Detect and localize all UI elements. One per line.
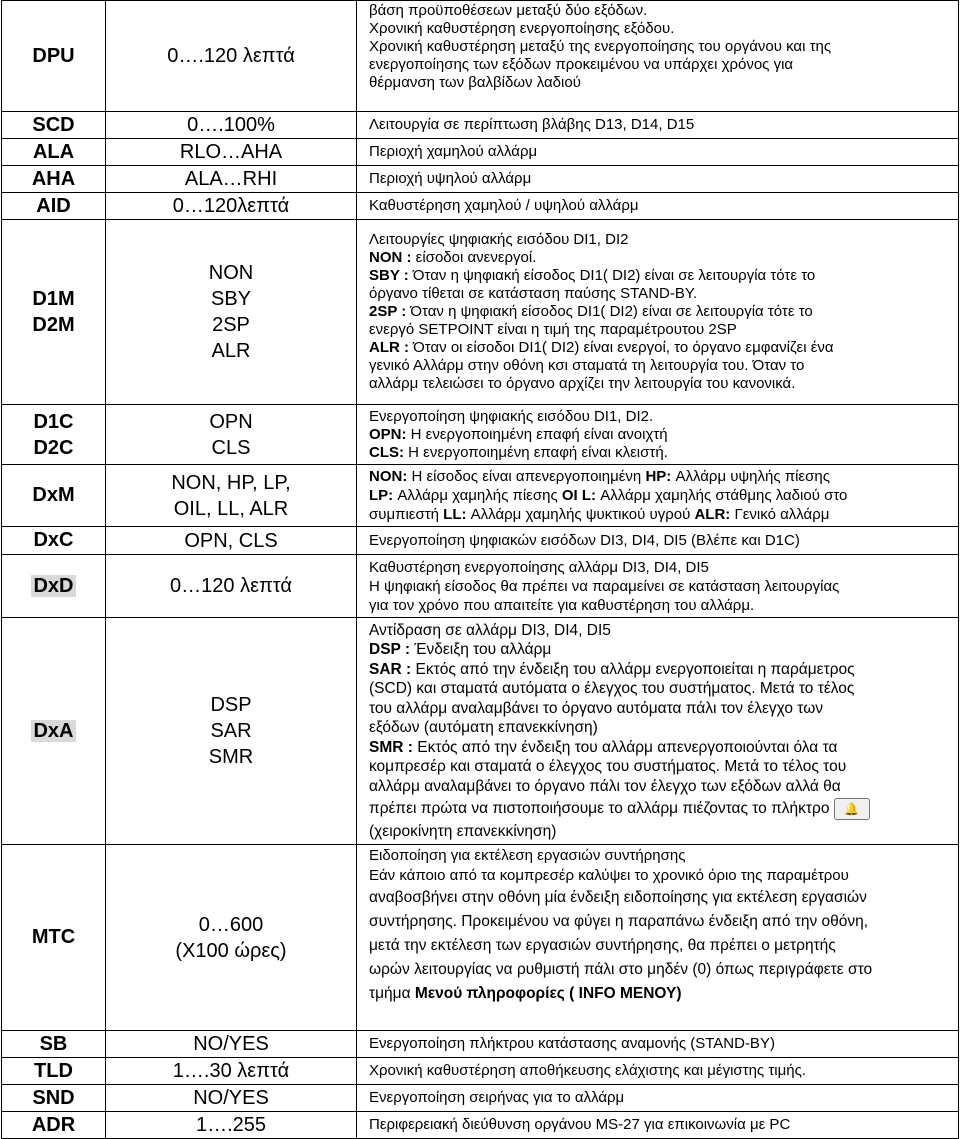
row-dxa	[2, 618, 959, 845]
desc-cell	[357, 112, 959, 139]
code-cell	[2, 1085, 106, 1112]
bell-icon: 🔔	[834, 798, 870, 820]
row-dxd	[2, 555, 959, 618]
code: SB	[39, 1032, 68, 1055]
desc-line: Χρονική καθυστέρηση αποθήκευσης ελάχιστης και μέγιστης τιμής.	[369, 1062, 806, 1079]
desc-line: αλλάρμ τελειώσει το όργανο αρχίζει την λειτουργία του κανονικά.	[369, 375, 796, 392]
desc-line: Καθυστέρηση χαμηλού / υψηλού αλλάρμ	[369, 197, 639, 214]
desc-line: Λειτουργία σε περίπτωση βλάβης D13, D14, D15	[369, 116, 695, 133]
code: DxC	[33, 529, 74, 551]
desc-cell	[357, 618, 959, 845]
desc-line: Ενεργοποίηση ψηφιακής εισόδου DI1, DI2.	[369, 407, 654, 425]
row-dxc	[2, 527, 959, 555]
desc-line: τμήμα Μενού πληροφορίες ( INFO ΜΕΝΟΥ)	[369, 985, 682, 1002]
desc-line: αναβοσβήνει στην οθόνη μία ένδειξη ειδοποίησης για εκτέλεση εργασιών	[369, 889, 867, 906]
row-adr	[2, 1112, 959, 1139]
range: OPN CLS	[209, 410, 253, 459]
desc-cell	[357, 1, 959, 112]
code: DxA	[33, 719, 74, 742]
desc-line: CLS: Η ενεργοποιημένη επαφή είναι κλειστή.	[369, 443, 668, 461]
desc-line: Καθυστέρηση ενεργοποίησης αλλάρμ DI3, DI4, DI5	[369, 558, 709, 576]
code: AHA	[31, 167, 76, 190]
range: 1….30 λεπτά	[172, 1060, 290, 1082]
code-cell	[2, 527, 106, 555]
range: OPN, CLS	[184, 529, 278, 552]
desc-cell	[357, 845, 959, 1031]
desc-line: ενεργοποίησης των εξόδων προκειμένου να υπάρχει χρόνος για	[369, 56, 794, 73]
desc-line: Ενεργοποίηση πλήκτρου κατάστασης αναμονής (STAND-BY)	[369, 1035, 775, 1052]
range-cell	[106, 527, 357, 555]
range-cell	[106, 166, 357, 193]
desc-line: ωρών λειτουργίας να ρυθμιστή πάλι στο μηδέν (0) όπως περιγράφετε στο	[369, 961, 873, 978]
range: NO/YES	[193, 1033, 269, 1055]
desc-line: Η ψηφιακή είσοδος θα πρέπει να παραμείνει σε κατάσταση λειτουργίας	[369, 577, 840, 595]
code-cell	[2, 845, 106, 1031]
row-aha	[2, 166, 959, 193]
code: TLD	[34, 1059, 73, 1082]
code-cell	[2, 1031, 106, 1058]
code: DxD	[33, 574, 74, 597]
range-cell	[106, 1058, 357, 1085]
desc-line: (SCD) και σταματά αυτόματα ο έλεγχος του συστήματος. Μετά το τέλος	[369, 680, 855, 697]
desc-line: Χρονική καθυστέρηση μεταξύ της ενεργοποίησης του οργάνου και της	[369, 38, 832, 55]
desc-cell	[357, 1058, 959, 1085]
row-scd	[2, 112, 959, 139]
range-cell	[106, 193, 357, 220]
code-cell	[2, 465, 106, 527]
range: 0….120 λεπτά	[167, 45, 295, 67]
range-cell	[106, 139, 357, 166]
code-cell	[2, 193, 106, 220]
range: NO/YES	[193, 1087, 269, 1109]
desc-line: Περιφερειακή διεύθυνση οργάνου MS-27 για επικοινωνία με PC	[369, 1116, 791, 1133]
desc-line: LP: Αλλάρμ χαμηλής πίεσης OI L: Αλλάρμ χαμηλής στάθμης λαδιού στο	[369, 487, 848, 504]
desc-line: DSP : Ένδειξη του αλλάρμ	[369, 641, 552, 658]
desc-line: SBY : Όταν η ψηφιακή είσοδος DI1( DI2) είναι σε λειτουργία τότε το	[369, 267, 816, 284]
desc-line: για τον χρόνο που απαιτείτε για καθυστέρηση του αλλάρμ.	[369, 596, 755, 614]
range: ALA…RHI	[184, 168, 278, 190]
code: DxM	[32, 484, 75, 506]
code-cell	[2, 112, 106, 139]
desc-line: γενικό Αλλάρμ στην οθόνη κσι σταματά τη λειτουργία του. Όταν το	[369, 357, 805, 374]
code: ALA	[32, 140, 75, 163]
range-cell	[106, 618, 357, 845]
desc-line: όργανο τίθεται σε κατάσταση παύσης STAND-BY.	[369, 285, 698, 302]
desc-line: Περιοχή υψηλού αλλάρμ	[369, 170, 532, 187]
desc-line: NON: Η είσοδος είναι απενεργοποιημένη HP: Αλλάρμ υψηλής πίεσης	[369, 468, 830, 485]
range-cell	[106, 1112, 357, 1139]
row-d1c	[2, 405, 959, 465]
desc-line: Εάν κάποιο από τα κομπρεσέρ καλύψει το χρονικό όριο της παραμέτρου	[369, 867, 849, 884]
desc-cell	[357, 405, 959, 465]
desc-line: κομπρεσέρ και σταματά ο έλεγχος του συστήματος. Μετά το τέλος του	[369, 758, 847, 775]
code-cell	[2, 166, 106, 193]
range-cell	[106, 220, 357, 405]
desc-cell	[357, 166, 959, 193]
desc-cell	[357, 1085, 959, 1112]
desc-line: Χρονική καθυστέρηση ενεργοποίησης εξόδου.	[369, 20, 675, 37]
code-cell	[2, 139, 106, 166]
desc-line: OPN: Η ενεργοποιημένη επαφή είναι ανοιχτή	[369, 425, 668, 443]
desc-cell	[357, 527, 959, 555]
desc-line: NON : είσοδοι ανενεργοί.	[369, 249, 537, 266]
desc-line: Περιοχή χαμηλού αλλάρμ	[369, 143, 538, 160]
range: 0….100%	[187, 114, 275, 136]
code: DPU	[32, 44, 75, 67]
row-tld	[2, 1058, 959, 1085]
code: MTC	[31, 926, 76, 948]
desc-cell	[357, 1031, 959, 1058]
range: RLO…AHA	[179, 141, 283, 163]
desc-line: SAR : Εκτός από την ένδειξη του αλλάρμ ενεργοποιείται η παράμετρος	[369, 660, 855, 678]
code-cell	[2, 618, 106, 845]
code-cell	[2, 405, 106, 465]
desc-line: συμπιεστή LL: Αλλάρμ χαμηλής ψυκτικού υγρού ALR: Γενικό αλλάρμ	[369, 506, 830, 523]
range-cell	[106, 465, 357, 527]
range: DSP SAR SMR	[208, 694, 254, 768]
desc-line: Λειτουργίες ψηφιακής εισόδου DI1, DI2	[369, 231, 629, 248]
row-mtc	[2, 845, 959, 1031]
desc-cell	[357, 193, 959, 220]
desc-line: Ενεργοποίηση σειρήνας για το αλλάρμ	[369, 1089, 625, 1106]
desc-cell	[357, 1112, 959, 1139]
code-cell	[2, 220, 106, 405]
code-cell	[2, 1058, 106, 1085]
desc-line: ενεργό SETPOINT είναι η τιμή της παραμέτρουτου 2SP	[369, 321, 737, 338]
row-d1m	[2, 220, 959, 405]
row-aid	[2, 193, 959, 220]
desc-line: ALR : Όταν οι είσοδοι DI1( DI2) είναι ενεργοί, το όργανο εμφανίζει ένα	[369, 339, 834, 356]
row-dxm	[2, 465, 959, 527]
row-ala	[2, 139, 959, 166]
range-cell	[106, 845, 357, 1031]
desc-line: βάση προϋποθέσεων μεταξύ δύο εξόδων.	[369, 2, 648, 19]
range-cell	[106, 405, 357, 465]
row-snd	[2, 1085, 959, 1112]
desc-line: (χειροκίνητη επανεκκίνηση)	[369, 823, 557, 840]
code: D1C D2C	[33, 410, 74, 459]
desc-line: Ειδοποίηση για εκτέλεση εργασιών συντήρησης	[369, 847, 686, 864]
range-cell	[106, 1, 357, 112]
desc-line: θέρμανση των βαλβίδων λαδιού	[369, 74, 581, 91]
range: NON SBY 2SP ALR	[208, 262, 254, 362]
desc-line: εξόδων (αυτόματη επανεκκίνηση)	[369, 719, 598, 736]
range: 1….255	[195, 1114, 267, 1136]
desc-cell	[357, 220, 959, 405]
desc-line: του αλλάρμ αναλαμβάνει το όργανο αυτόματα πάλι τον έλεγχο των	[369, 699, 824, 717]
range-cell	[106, 1031, 357, 1058]
desc-line: Ενεργοποίηση ψηφιακών εισόδων DI3, DI4, DI5 (Βλέπε και D1C)	[369, 531, 800, 549]
code: D1M D2M	[32, 288, 75, 336]
desc-cell	[357, 139, 959, 166]
range-cell	[106, 1085, 357, 1112]
code-cell	[2, 555, 106, 618]
range-cell	[106, 112, 357, 139]
desc-line: πρέπει πρώτα να πιστοποιήσουμε το αλλάρμ πιέζοντας το πλήκτρο 🔔	[369, 796, 950, 822]
desc-line: αλλάρμ αναλαμβάνει το όργανο πάλι τον έλεγχο των εξόδων αλλά θα	[369, 777, 841, 795]
range: 0…120λεπτά	[172, 195, 290, 217]
desc-line: 2SP : Όταν η ψηφιακή είσοδος DI1( DI2) είναι σε λειτουργία τότε το	[369, 303, 813, 320]
code-cell	[2, 1, 106, 112]
desc-line: Αντίδραση σε αλλάρμ DI3, DI4, DI5	[369, 621, 611, 639]
desc-line: συντήρησης. Προκειμένου να φύγει η παραπάνω ένδειξη από την οθόνη,	[369, 913, 869, 930]
range-cell	[106, 555, 357, 618]
code: SND	[32, 1086, 75, 1109]
range: 0…120 λεπτά	[170, 575, 292, 597]
code: SCD	[32, 113, 75, 136]
row-sb	[2, 1031, 959, 1058]
desc-cell	[357, 465, 959, 527]
range: NON, HP, LP, OIL, LL, ALR	[171, 471, 291, 520]
desc-line: μετά την εκτέλεση των εργασιών συντήρησης, θα πρέπει ο μετρητής	[369, 937, 836, 954]
desc-line: SMR : Εκτός από την ένδειξη του αλλάρμ απενεργοποιούνται όλα τα	[369, 738, 838, 756]
code-cell	[2, 1112, 106, 1139]
row-dpu	[2, 1, 959, 112]
parameter-table	[1, 0, 959, 1139]
range: 0…600 (X100 ώρες)	[175, 913, 287, 962]
code: AID	[36, 194, 71, 217]
desc-cell	[357, 555, 959, 618]
code: ADR	[31, 1113, 76, 1136]
